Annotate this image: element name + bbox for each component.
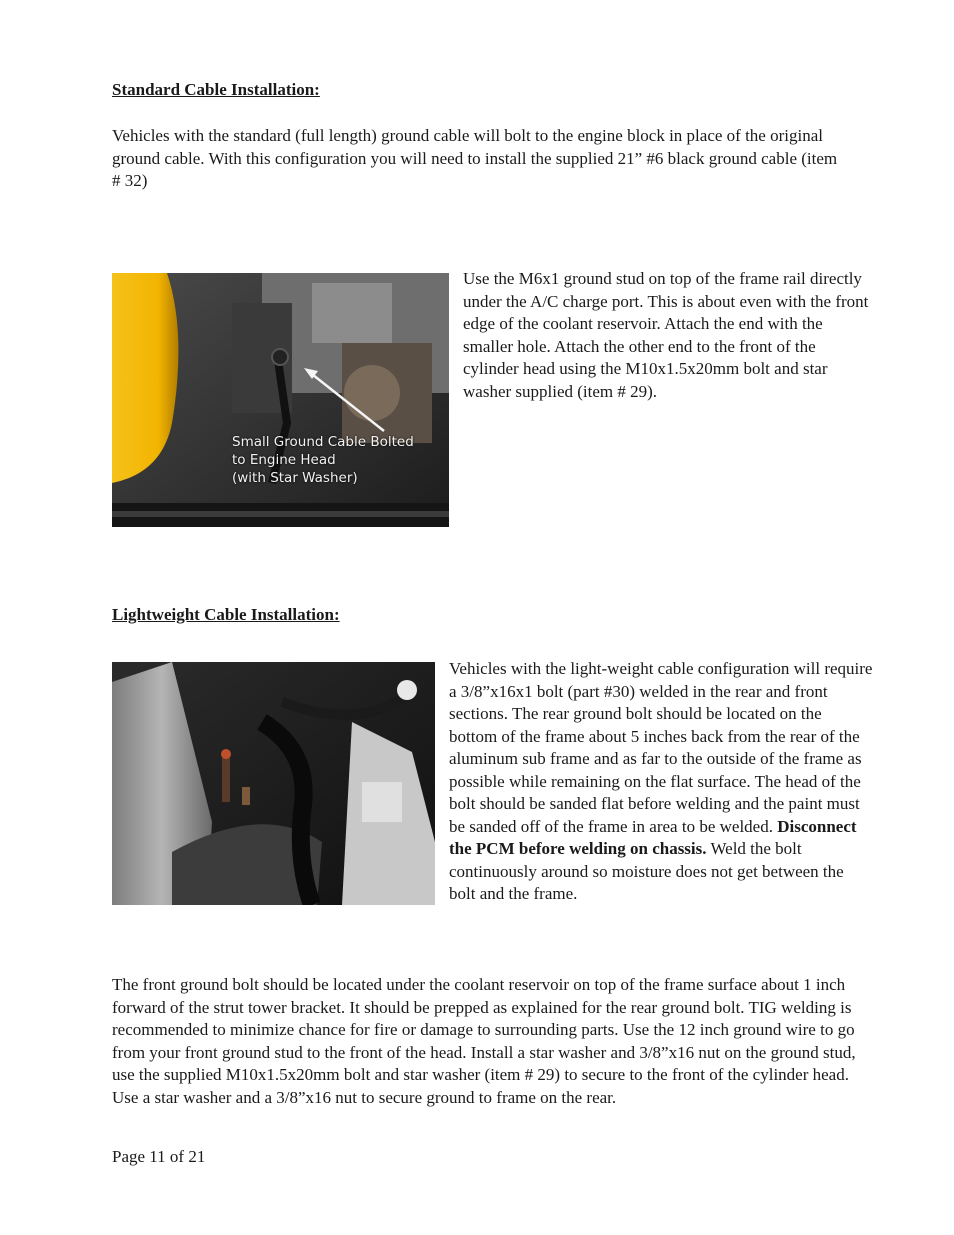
instructions-text-b: Weld the bolt continuously around so moisture does not get between the bolt and the frame.: [449, 839, 844, 903]
ground-stud-instructions: Use the M6x1 ground stud on top of the frame rail directly under the A/C charge port. This is about even with the front edge of the coolant reservoir. Attach the end with the smaller hole. Attach the other end to the front of the cylinder head using the M10x1.5x20mm bolt and star washer supplied (item # 29).: [463, 269, 869, 401]
engine-head-photo: [112, 273, 449, 527]
caption-line: (with Star Washer): [232, 470, 358, 486]
front-ground-bolt-paragraph: The front ground bolt should be located under the coolant reservoir on top of the frame surface about 1 inch forward of the strut tower bracket. It should be prepped as explained for the rear ground bolt. TIG welding is recommended to minimize chance for fire or damage to surrounding parts. Use the 12 inch ground wire to go from your front ground stud to the front of the head. Install a star washer and 3/8”x16 nut on the ground stud, use the supplied M10x1.5x20mm bolt and star washer (item # 29) to secure to the front of the cylinder head. Use a star washer and a 3/8”x16 nut to secure ground to frame on the rear.: [112, 975, 856, 1107]
caption-line: Small Ground Cable Bolted: [232, 434, 414, 450]
pcm-warning: Disconnect the PCM before welding on chassis.: [449, 816, 857, 858]
lightweight-cable-heading: Lightweight Cable Installation:: [112, 605, 340, 624]
page-number: Page 11 of 21: [112, 1147, 206, 1166]
standard-cable-heading: Standard Cable Installation:: [112, 80, 320, 99]
standard-cable-intro: Vehicles with the standard (full length) ground cable will bolt to the engine block in place of the original ground cable. With this configuration you will need to install the supplied 21” #6 black ground cable (item # 32): [112, 126, 838, 190]
engine-head-photo-caption: [232, 433, 414, 487]
frame-bolt-photo: [112, 662, 435, 905]
lightweight-cable-instructions: [449, 658, 874, 906]
instructions-text-a: Vehicles with the light-weight cable configuration will require a 3/8”x16x1 bolt (part #30) welded in the rear and front sections. The rear ground bolt should be located on the bottom of the frame about 5 inches back from the rear of the aluminum sub frame and as far to the outside of the frame as possible while remaining on the flat surface. The head of the bolt should be sanded flat before welding and the paint must be sanded off of the frame in area to be welded.: [449, 659, 873, 836]
caption-line: to Engine Head: [232, 452, 336, 468]
